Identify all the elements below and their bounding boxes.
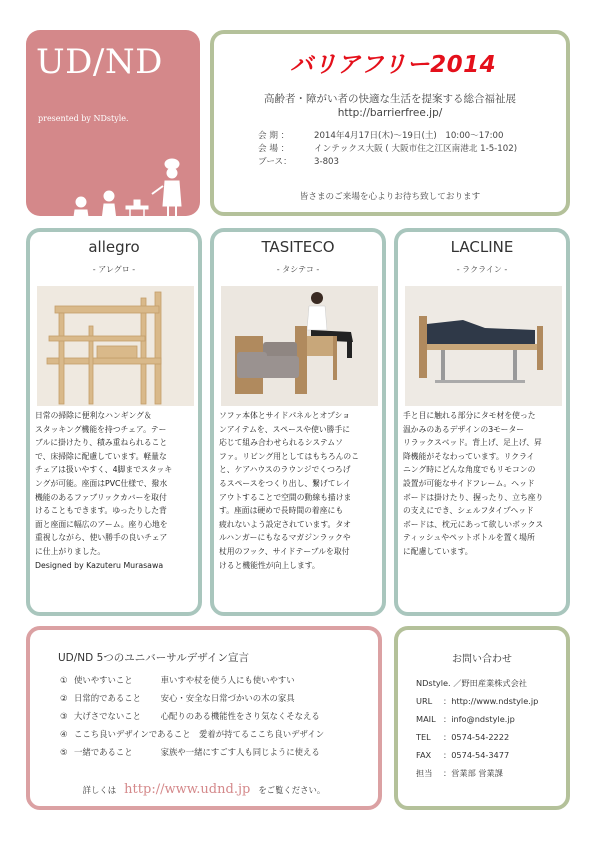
item-number: ④ (60, 729, 68, 739)
desc-line: るスペースをつくり出し、繋げてレイ (219, 478, 351, 488)
desc-line: に仕上がりました。 (35, 546, 106, 556)
contact-url[interactable]: ：http://www.ndstyle.jp (443, 696, 539, 706)
declaration-item (60, 746, 324, 764)
desc-line: けると機能性が向上します。 (219, 560, 320, 570)
event-booth-row (258, 156, 517, 169)
product-name: LACLINE (450, 238, 514, 256)
declaration-title: UD/ND 5つのユニバーサルデザイン宣言 (58, 652, 250, 664)
contact-key: MAIL (416, 714, 436, 724)
event-title: バリアフリー2014 (290, 52, 497, 78)
contact-key: 担当 (416, 768, 433, 778)
event-booth-value: 3-803 (314, 157, 339, 167)
desc-line: に配慮しています。 (403, 546, 473, 556)
event-tagline: 高齢者・障がい者の快適な生活を提案する総合福祉展 (264, 93, 516, 105)
contact-title: お問い合わせ (452, 654, 512, 665)
desc-line: ティッシュやペットボトルを置く場所 (403, 533, 535, 543)
desc-line: アウトすることで空間の動線も描けま (219, 492, 352, 502)
item-number: ③ (60, 711, 68, 721)
product-description (35, 409, 197, 572)
brand-logo: UD/ND (36, 42, 163, 82)
item-principle: 日常的であること (74, 693, 141, 703)
item-number: ② (60, 693, 68, 703)
desc-line: と、ケアハウスのラウンジでくつろげ (219, 465, 351, 475)
item-principle: 大げさでないこと (74, 711, 141, 721)
event-venue-key: 会 場 ： (258, 144, 290, 154)
product-card-lacline (394, 228, 570, 616)
contact-person-row (416, 768, 538, 786)
more-suffix: をご覧ください。 (258, 785, 326, 795)
declaration-item (60, 710, 324, 728)
item-detail: 愛着が持てるここち良いデザイン (199, 729, 325, 739)
contact-list (416, 678, 538, 786)
event-date-value: 2014年4月17日(木)〜19日(土) 10:00〜17:00 (314, 131, 504, 141)
product-name: allegro (88, 238, 140, 256)
declaration-item (60, 728, 324, 746)
product-kana: - タシテコ - (276, 265, 320, 274)
product-card-allegro (26, 228, 202, 616)
event-date-key: 会 期 ： (258, 131, 290, 141)
desc-line: す。座面は硬めで長時間の着座にも (219, 506, 344, 516)
event-url[interactable]: http://barrierfree.jp/ (337, 107, 443, 119)
desc-line: 機能のあるファブリックカバーを取付 (35, 492, 167, 502)
contact-email[interactable]: ：info@ndstyle.jp (443, 714, 515, 724)
event-venue-value: インテックス大阪 ( 大阪市住之江区南港北 1-5-102) (314, 144, 518, 154)
udnd-link[interactable]: http://www.udnd.jp (124, 782, 251, 797)
ud-declaration-panel (26, 626, 382, 810)
contact-key: URL (416, 696, 433, 706)
item-detail: 心配りのある機能性をさり気なくそなえる (160, 711, 320, 721)
desc-line: ボードは、枕元にあって欲しいボックス (403, 519, 544, 529)
contact-tel-row (416, 732, 538, 750)
product-description (219, 409, 381, 572)
desc-line: で、床掃除に配慮しています。軽量な (35, 451, 167, 461)
event-booth-key: ブース： (258, 157, 292, 167)
contact-dept: ：営業部 営業課 (443, 768, 503, 778)
designer-credit: Designed by Kazuteru Murasawa (35, 560, 164, 570)
desc-line: 設置が可能なサイドフレーム。ヘッド (403, 478, 535, 488)
product-card-tasiteco (210, 228, 386, 616)
desc-line: 杖用のフック、サイドテーブルを取付 (219, 546, 350, 556)
tasiteco-sofa-photo (221, 286, 378, 406)
item-detail: 車いすや杖を使う人にも使いやすい (160, 675, 295, 685)
contact-key: TEL (416, 732, 431, 742)
item-number: ⑤ (60, 747, 68, 757)
item-detail: 安心・安全な日常づかいの木の家具 (160, 693, 295, 703)
allegro-chair-photo (37, 286, 194, 406)
desc-line: 温かみのあるデザインの3モーター (403, 424, 525, 434)
event-panel (210, 30, 570, 216)
desc-line: ソファ本体とサイドパネルとオプショ (219, 411, 350, 420)
declaration-item (60, 674, 324, 692)
logo-block (26, 30, 200, 216)
contact-key: FAX (416, 750, 432, 760)
event-venue-row (258, 143, 517, 156)
more-prefix: 詳しくは (82, 785, 117, 795)
declaration-item (60, 692, 324, 710)
event-date-row (258, 130, 517, 143)
more-info-line (30, 782, 378, 797)
desc-line: 重視しながら、使い勝手の良いチェア (35, 533, 168, 543)
contact-company (416, 678, 538, 696)
company-name: NDstyle. ／野田産業株式会社 (416, 678, 527, 688)
desc-line: ニング時にどんな角度でもリモコンの (403, 465, 536, 475)
desc-line: けることもできます。ゆったりした背 (35, 506, 167, 516)
desc-line: ボードは掛けたり、握ったり、立ち座り (403, 492, 544, 502)
desc-line: 手と目に触れる部分にタモ材を使った (403, 411, 536, 420)
desc-line: 疲れないよう設定されています。タオ (219, 519, 351, 529)
desc-line: スタッキング機能を持つチェア。テー (35, 424, 167, 434)
declaration-list (60, 674, 324, 764)
item-number: ① (60, 675, 68, 685)
contact-panel (394, 626, 570, 810)
product-kana: - ラクライン - (456, 265, 508, 274)
family-illustration (54, 156, 190, 238)
product-name: TASITECO (261, 238, 335, 256)
desc-line: ルハンガーにもなるマガジンラックや (219, 533, 351, 543)
event-welcome: 皆さまのご来場を心よりお待ち致しております (299, 192, 481, 202)
desc-line: 応じて組み合わせられるシステムソ (219, 438, 343, 448)
item-principle: ここち良いデザインであること (74, 729, 191, 739)
item-principle: 使いやすいこと (74, 675, 133, 685)
item-detail: 家族や一緒にすごす人も同じように使える (160, 747, 320, 757)
desc-line: ファ。リビング用としてはもちろんのこ (219, 451, 360, 461)
contact-tel: ：0574-54-2222 (443, 732, 510, 742)
contact-mail-row (416, 714, 538, 732)
desc-line: の支えにでき、シェルフタイプヘッド (403, 506, 534, 516)
item-principle: 一緒であること (74, 747, 133, 757)
desc-line: ブルに掛けたり、積み重ねられること (35, 438, 168, 448)
desc-line: ンアイテムを、スペースや使い勝手に (219, 424, 351, 434)
contact-url-row (416, 696, 538, 714)
event-details (258, 130, 517, 169)
product-description (403, 409, 565, 559)
desc-line: 降機能がそなわっています。リクライ (403, 451, 535, 461)
product-kana: - アレグロ - (92, 265, 136, 274)
desc-line: ングが可能。座面はPVC仕様で、撥水 (35, 478, 168, 488)
lacline-bed-photo (405, 286, 562, 406)
presented-by: presented by NDstyle. (38, 114, 129, 123)
desc-line: リラックスベッド。背上げ、足上げ、昇 (403, 438, 542, 448)
contact-fax-row (416, 750, 538, 768)
desc-line: チェアは扱いやすく、4脚までスタッキ (35, 465, 173, 475)
desc-line: 面と座面に幅広のアーム。座り心地を (35, 519, 168, 529)
desc-line: 日常の掃除に便利なハンギング＆ (35, 411, 152, 420)
contact-fax: ：0574-54-3477 (443, 750, 510, 760)
